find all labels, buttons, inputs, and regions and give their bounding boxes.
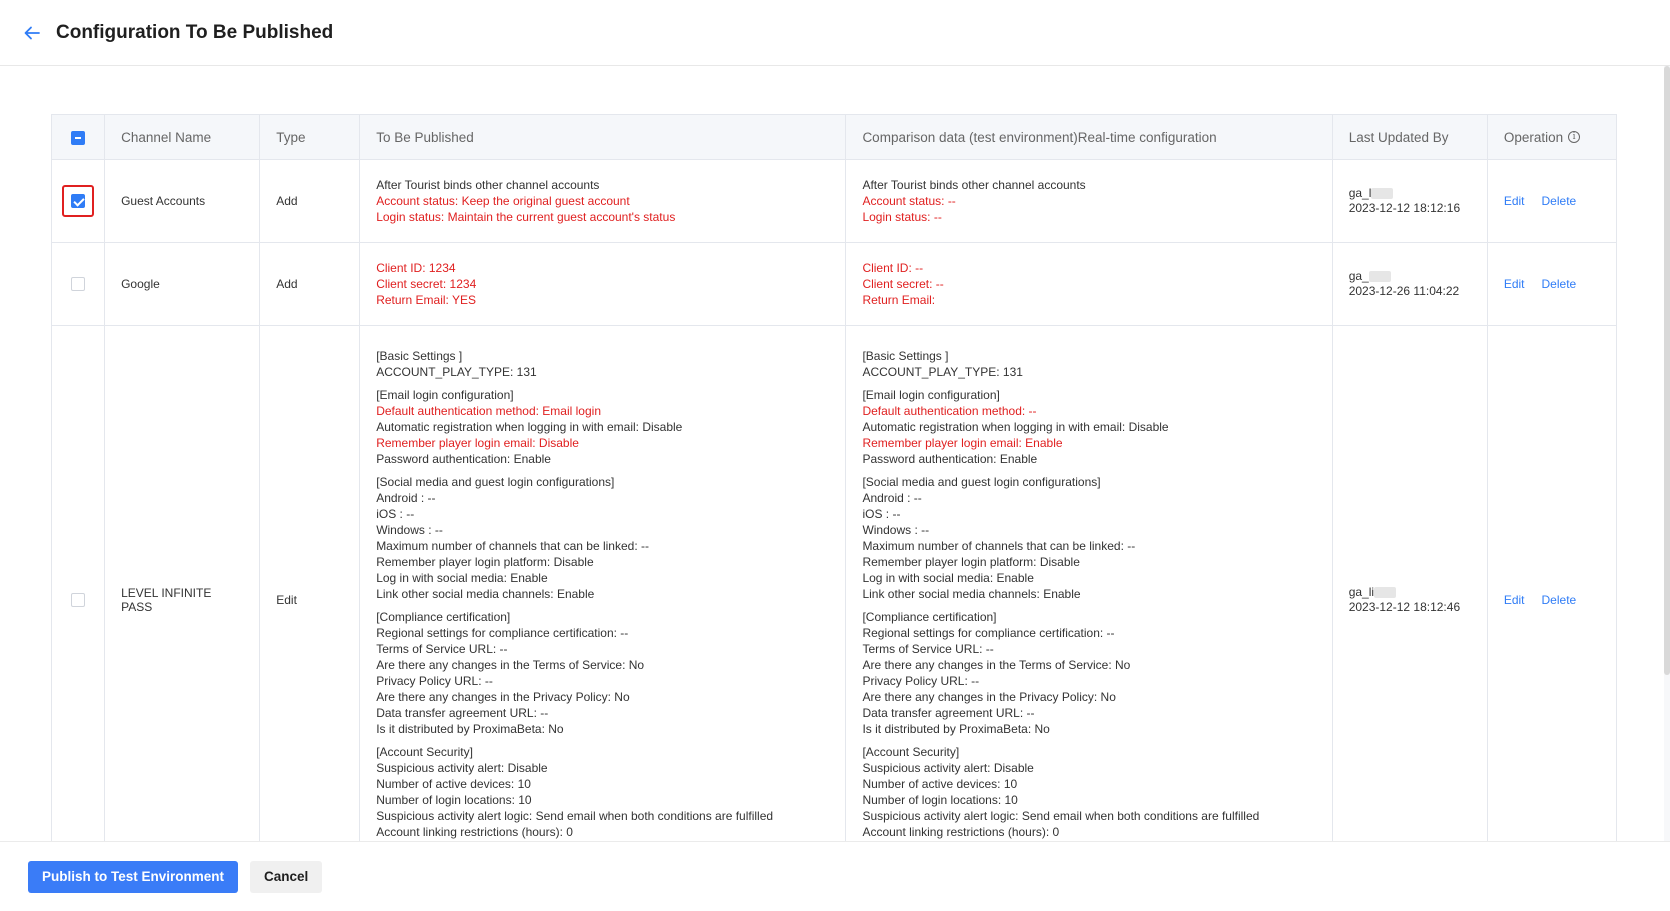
operation-cell bbox=[1487, 243, 1616, 326]
config-line: Client secret: 1234 bbox=[376, 277, 477, 291]
footer-bar bbox=[0, 841, 1670, 911]
delete-link[interactable]: Delete bbox=[1541, 592, 1577, 607]
page-header bbox=[0, 0, 1670, 66]
config-line: Privacy Policy URL: -- bbox=[376, 674, 493, 688]
highlight-box bbox=[62, 185, 94, 217]
config-line: Are there any changes in the Terms of Service: No bbox=[862, 658, 1131, 672]
updated-by: ga_l bbox=[1349, 186, 1471, 201]
config-line: Windows : -- bbox=[862, 523, 930, 537]
config-line: Suspicious activity alert logic: Send email when both conditions are fulfilled bbox=[862, 809, 1260, 823]
config-line: Log in with social media: Enable bbox=[376, 571, 548, 585]
config-line: Return Email: YES bbox=[376, 293, 477, 307]
config-line: Is it distributed by ProximaBeta: No bbox=[862, 722, 1050, 736]
config-line: [Basic Settings ] bbox=[376, 349, 463, 363]
config-line: Windows : -- bbox=[376, 523, 443, 537]
page-title: Configuration To Be Published bbox=[56, 21, 334, 43]
row-type: Edit bbox=[260, 326, 360, 874]
config-line: Android : -- bbox=[376, 491, 436, 505]
config-line: [Account Security] bbox=[376, 745, 473, 759]
config-line: Password authentication: Enable bbox=[862, 452, 1038, 466]
table-row bbox=[52, 326, 1617, 874]
updated-at: 2023-12-26 11:04:22 bbox=[1348, 284, 1460, 298]
config-line: Suspicious activity alert: Disable bbox=[862, 761, 1034, 775]
comparison-cell bbox=[846, 326, 1332, 874]
select-all-cell bbox=[52, 115, 105, 160]
config-line: Default authentication method: Email login bbox=[376, 404, 601, 418]
config-line: [Compliance certification] bbox=[862, 610, 997, 624]
row-type: Add bbox=[260, 243, 360, 326]
edit-link[interactable]: Edit bbox=[1503, 277, 1525, 291]
last-updated-cell bbox=[1332, 160, 1487, 243]
config-line: Data transfer agreement URL: -- bbox=[376, 706, 549, 720]
publish-button[interactable]: Publish to Test Environment bbox=[28, 861, 238, 893]
config-line: [Account Security] bbox=[862, 745, 960, 759]
channel-name: Google bbox=[105, 243, 260, 326]
updated-by: ga_ bbox=[1349, 269, 1471, 284]
config-line: Privacy Policy URL: -- bbox=[862, 674, 980, 688]
config-line: After Tourist binds other channel accounts bbox=[376, 178, 600, 192]
config-line: ACCOUNT_PLAY_TYPE: 131 bbox=[862, 365, 1023, 379]
config-line: Login status: -- bbox=[862, 210, 942, 224]
arrow-left-icon bbox=[24, 26, 40, 40]
config-line: iOS : -- bbox=[862, 507, 901, 521]
config-line: Remember player login platform: Disable bbox=[862, 555, 1080, 569]
to-be-published-cell bbox=[360, 243, 846, 326]
config-line: Login status: Maintain the current guest account's status bbox=[376, 210, 676, 224]
config-line: Remember player login platform: Disable bbox=[376, 555, 594, 569]
updated-by: ga_li bbox=[1349, 585, 1471, 600]
config-line: Link other social media channels: Enable bbox=[376, 587, 595, 601]
row-select-cell bbox=[52, 243, 105, 326]
row-select-cell bbox=[52, 160, 105, 243]
operation-cell bbox=[1487, 160, 1616, 243]
back-button[interactable] bbox=[22, 23, 42, 43]
row-checkbox[interactable] bbox=[71, 277, 85, 291]
config-line: Account linking restrictions (hours): 0 bbox=[862, 825, 1060, 839]
config-line: Are there any changes in the Privacy Policy: No bbox=[862, 690, 1116, 704]
config-line: Terms of Service URL: -- bbox=[862, 642, 994, 656]
config-line: Data transfer agreement URL: -- bbox=[862, 706, 1035, 720]
config-line: Maximum number of channels that can be linked: -- bbox=[862, 539, 1136, 553]
last-updated-cell bbox=[1332, 326, 1487, 874]
config-line: Suspicious activity alert logic: Send email when both conditions are fulfilled bbox=[376, 809, 774, 823]
config-line: Regional settings for compliance certification: -- bbox=[376, 626, 629, 640]
edit-link[interactable]: Edit bbox=[1503, 194, 1525, 208]
last-updated-cell bbox=[1332, 243, 1487, 326]
config-line: Link other social media channels: Enable bbox=[862, 587, 1081, 601]
content-area bbox=[0, 66, 1664, 841]
comparison-cell bbox=[846, 160, 1332, 243]
comparison-cell bbox=[846, 243, 1332, 326]
table-row bbox=[52, 160, 1617, 243]
config-line: Suspicious activity alert: Disable bbox=[376, 761, 548, 775]
info-icon[interactable]: i bbox=[1568, 131, 1580, 143]
config-line: Are there any changes in the Privacy Policy: No bbox=[376, 690, 630, 704]
config-line: Automatic registration when logging in with email: Disable bbox=[862, 420, 1169, 434]
redacted-mask bbox=[1369, 271, 1391, 282]
config-line: Account status: -- bbox=[862, 194, 956, 208]
config-line: Client ID: -- bbox=[862, 261, 924, 275]
updated-at: 2023-12-12 18:12:16 bbox=[1348, 201, 1461, 215]
delete-link[interactable]: Delete bbox=[1541, 277, 1577, 291]
row-checkbox[interactable] bbox=[71, 593, 85, 607]
redacted-mask bbox=[1374, 587, 1396, 598]
config-line: Regional settings for compliance certification: -- bbox=[862, 626, 1115, 640]
config-line: Account linking restrictions (hours): 0 bbox=[376, 825, 573, 839]
config-line: After Tourist binds other channel accounts bbox=[862, 178, 1086, 192]
config-line: Terms of Service URL: -- bbox=[376, 642, 508, 656]
config-line: iOS : -- bbox=[376, 507, 415, 521]
config-line: Automatic registration when logging in with email: Disable bbox=[376, 420, 683, 434]
row-type: Add bbox=[260, 160, 360, 243]
column-header-type: Type bbox=[260, 115, 360, 160]
config-line: Is it distributed by ProximaBeta: No bbox=[376, 722, 564, 736]
to-be-published-cell bbox=[360, 160, 846, 243]
config-line: Remember player login email: Enable bbox=[862, 436, 1063, 450]
config-line: Number of login locations: 10 bbox=[376, 793, 532, 807]
config-line: [Basic Settings ] bbox=[862, 349, 949, 363]
column-header-operation bbox=[1487, 115, 1616, 160]
config-line: [Social media and guest login configurations] bbox=[376, 475, 615, 489]
delete-link[interactable]: Delete bbox=[1541, 194, 1577, 208]
operation-cell bbox=[1487, 326, 1616, 874]
config-line: Password authentication: Enable bbox=[376, 452, 551, 466]
config-line: Client secret: -- bbox=[862, 277, 944, 291]
config-line: [Social media and guest login configurations] bbox=[862, 475, 1101, 489]
edit-link[interactable]: Edit bbox=[1503, 592, 1525, 607]
select-all-checkbox[interactable] bbox=[71, 131, 85, 145]
config-line: Return Email: bbox=[862, 293, 936, 307]
vertical-scrollbar[interactable] bbox=[1664, 66, 1670, 675]
config-line: Client ID: 1234 bbox=[376, 261, 456, 275]
row-select-cell bbox=[52, 326, 105, 874]
config-line: Account status: Keep the original guest account bbox=[376, 194, 630, 208]
config-line: [Compliance certification] bbox=[376, 610, 511, 624]
config-line: Number of login locations: 10 bbox=[862, 793, 1018, 807]
column-header-last-updated: Last Updated By bbox=[1332, 115, 1487, 160]
config-line: Remember player login email: Disable bbox=[376, 436, 579, 450]
config-line: Default authentication method: -- bbox=[862, 404, 1037, 418]
config-line: ACCOUNT_PLAY_TYPE: 131 bbox=[376, 365, 537, 379]
table-row bbox=[52, 243, 1617, 326]
channel-name: Guest Accounts bbox=[105, 160, 260, 243]
operation-label: Operation bbox=[1503, 129, 1564, 145]
config-line: Number of active devices: 10 bbox=[376, 777, 531, 791]
config-line: Number of active devices: 10 bbox=[862, 777, 1018, 791]
config-table bbox=[51, 114, 1617, 874]
config-line: Android : -- bbox=[862, 491, 922, 505]
config-line: [Email login configuration] bbox=[376, 388, 514, 402]
column-header-to-be-published: To Be Published bbox=[360, 115, 846, 160]
config-line: Maximum number of channels that can be linked: -- bbox=[376, 539, 649, 553]
cancel-button[interactable]: Cancel bbox=[250, 861, 322, 893]
updated-at: 2023-12-12 18:12:46 bbox=[1348, 599, 1461, 614]
column-header-channel: Channel Name bbox=[105, 115, 260, 160]
config-line: Are there any changes in the Terms of Service: No bbox=[376, 658, 645, 672]
to-be-published-cell bbox=[360, 326, 846, 874]
channel-name: LEVEL INFINITE PASS bbox=[105, 326, 260, 874]
config-line: [Email login configuration] bbox=[862, 388, 1000, 402]
config-line: Log in with social media: Enable bbox=[862, 571, 1034, 585]
row-checkbox[interactable] bbox=[71, 194, 85, 208]
redacted-mask bbox=[1371, 188, 1393, 199]
table-header-row bbox=[52, 115, 1617, 160]
column-header-comparison: Comparison data (test environment)Real-time configuration bbox=[846, 115, 1332, 160]
